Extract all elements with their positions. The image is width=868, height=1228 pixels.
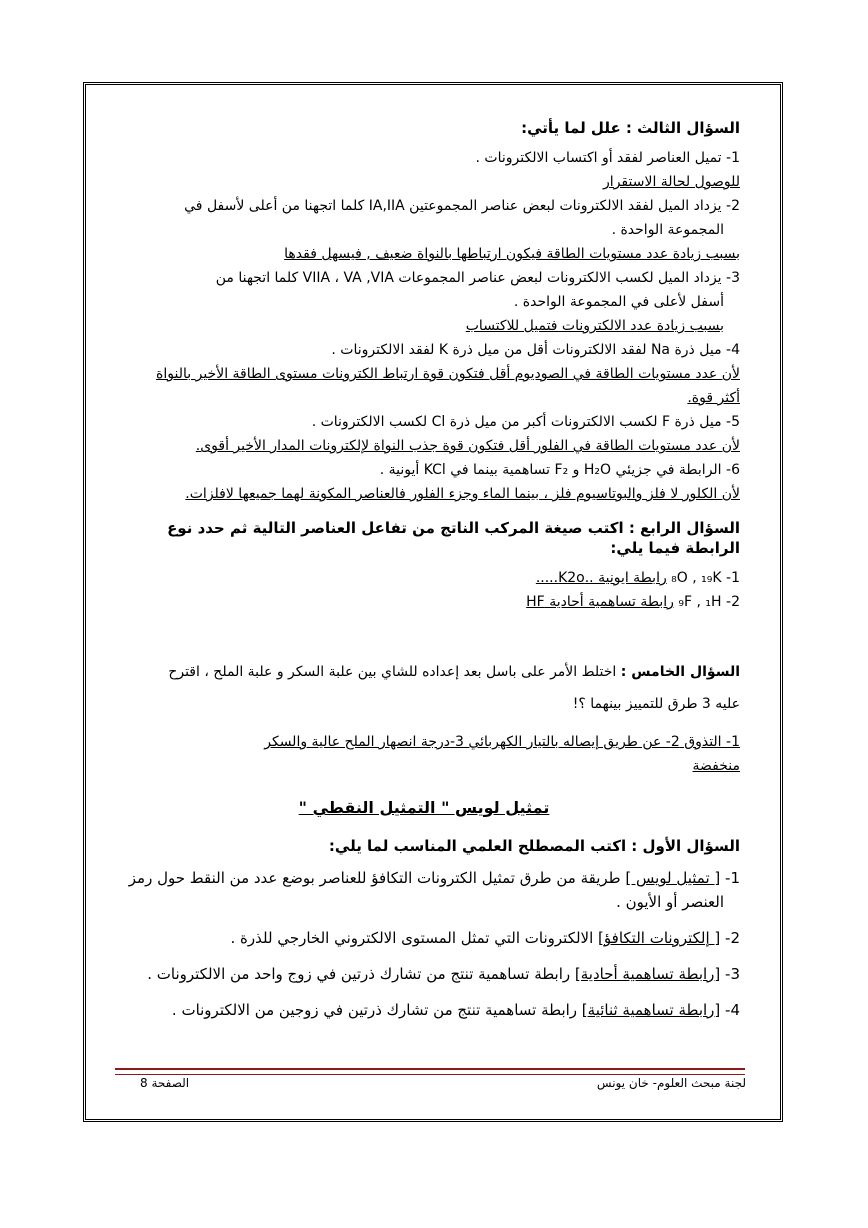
answer-text: لأن عدد مستويات الطاقة في الصوديوم أقل فتكون قوة ارتباط الكترونات مستوى الطاقة الأخير بالنواة <box>156 366 740 382</box>
definition: رابطة تساهمية تنتج من تشارك ذرتين في زوجين من الالكترونات . <box>171 1001 582 1019</box>
answer-text: لأن الكلور لا فلز والبوتاسيوم فلز ، بينما الماء وجزء الفلور فالعناصر المكونة لهما جميعها لافلزات. <box>185 486 740 502</box>
question-5-answer <box>108 732 740 776</box>
answer-text: رابطة ايونية ..K2o..... <box>535 570 667 586</box>
lewis-item-2 <box>108 926 740 950</box>
question-text-cont: أسفل لأعلى في المجموعة الواحدة . <box>513 294 724 310</box>
question-3-item-1 <box>108 148 740 192</box>
lewis-item-1 <box>108 866 740 914</box>
answer-text: 1- التذوق 2- عن طريق إيصاله بالتيار الكهربائي 3-درجة انصهار الملح عالية والسكر <box>264 734 740 750</box>
section-title: تمثيل لويس " التمثيل النقطي " <box>298 798 550 817</box>
question-3-item-3 <box>108 268 740 336</box>
answer-text-cont: منخفضة <box>692 758 740 774</box>
question-text-cont: المجموعة الواحدة . <box>611 222 724 238</box>
answer-text: بسبب زيادة عدد الالكترونات فتميل للاكتساب <box>465 318 724 334</box>
footer-divider <box>115 1068 745 1075</box>
definition: طريقة من طرق تمثيل الكترونات التكافؤ للعناصر بوضع عدد من النقط حول رمز <box>128 869 626 887</box>
term: [رابطة تساهمية ثنائية] <box>581 1001 721 1019</box>
definition: الالكترونات التي تمثل المستوى الالكتروني الخارجي للذرة . <box>230 929 599 947</box>
question-4-title: السؤال الرابع : اكتب صيغة المركب الناتج من تفاعل العناصر التالية ثم حدد نوع الرابطة فيما يلي: <box>167 519 740 557</box>
lewis-item-3 <box>108 962 740 986</box>
definition: رابطة تساهمية تنتج من تشارك ذرتين في زوج واحد من الالكترونات . <box>147 965 575 983</box>
question-text: 5- ميل ذرة F لكسب الالكترونات أكبر من ميل ذرة Cl لكسب الالكترونات . <box>311 414 740 430</box>
question-text: 6- الرابطة في جزيئي H₂O و F₂ تساهمية بينما في KCl أيونية . <box>379 462 740 478</box>
question-text: 2- يزداد الميل لفقد الالكترونات لبعض عناصر المجموعتين IA,IIA كلما اتجهنا من أعلى لأسفل في <box>184 198 740 214</box>
definition-cont: العنصر أو الأيون . <box>616 893 724 911</box>
reactants: 2- ₉F , ₁H <box>678 594 740 610</box>
question-text: 1- تميل العناصر لفقد أو اكتساب الالكترونات . <box>475 150 740 166</box>
lewis-item-4 <box>108 998 740 1022</box>
term: [ إلكترونات التكافؤ] <box>598 929 721 947</box>
question-4-item-1 <box>108 568 740 588</box>
answer-text: للوصول لحالة الاستقرار <box>603 174 740 190</box>
term: [ تمثيل لويس ] <box>625 869 721 887</box>
question-3-title: السؤال الثالث : علل لما يأتي: <box>521 119 740 137</box>
question-3-item-5 <box>108 412 740 456</box>
question-3-item-4 <box>108 340 740 408</box>
item-number: 1- <box>720 869 740 887</box>
footer-page-number: الصفحة 8 <box>140 1076 190 1090</box>
answer-text-cont: أكثر قوة. <box>687 390 740 406</box>
lewis-items <box>108 866 740 1022</box>
answer-text: لأن عدد مستويات الطاقة في الفلور أقل فتكون قوة جذب النواة لإلكترونات المدار الأخير أقوى. <box>195 438 740 454</box>
question-text: 3- يزداد الميل لكسب الالكترونات لبعض عناصر المجموعات VIIA ، VA ,VIA كلما اتجهنا من <box>215 270 740 286</box>
question-4-item-2 <box>108 592 740 612</box>
answer-text: رابطة تساهمية أحادية HF <box>526 594 674 610</box>
question-3-item-2 <box>108 196 740 264</box>
answer-text: بسبب زيادة عدد مستويات الطاقة فيكون ارتباطها بالنواة ضعيف , فيسهل فقدها <box>284 246 740 262</box>
item-number: 3- <box>720 965 740 983</box>
term: [رابطة تساهمية أحادية] <box>574 965 721 983</box>
question-5-text <box>108 656 740 688</box>
reactants: 1- ₈O , ₁₉K <box>671 570 740 586</box>
question-5 <box>108 656 740 720</box>
lewis-question-1-title: السؤال الأول : اكتب المصطلح العلمي المناسب لما يلي: <box>328 837 740 855</box>
question-text: 4- ميل ذرة Na لفقد الالكترونات أقل من ميل ذرة K لفقد الالكترونات . <box>331 342 740 358</box>
item-number: 2- <box>720 929 740 947</box>
question-3-item-6 <box>108 460 740 504</box>
item-number: 4- <box>720 1001 740 1019</box>
document-content <box>108 112 740 1034</box>
question-5-body: اختلط الأمر على باسل بعد إعداده للشاي بين علبة السكر و علبة الملح ، اقترح <box>168 664 617 680</box>
footer-committee: لجنة مبحث العلوم- خان يونس <box>596 1076 746 1090</box>
question-5-text-cont: عليه 3 طرق للتمييز بينهما ؟! <box>572 696 740 712</box>
question-5-label: السؤال الخامس : <box>620 664 740 680</box>
